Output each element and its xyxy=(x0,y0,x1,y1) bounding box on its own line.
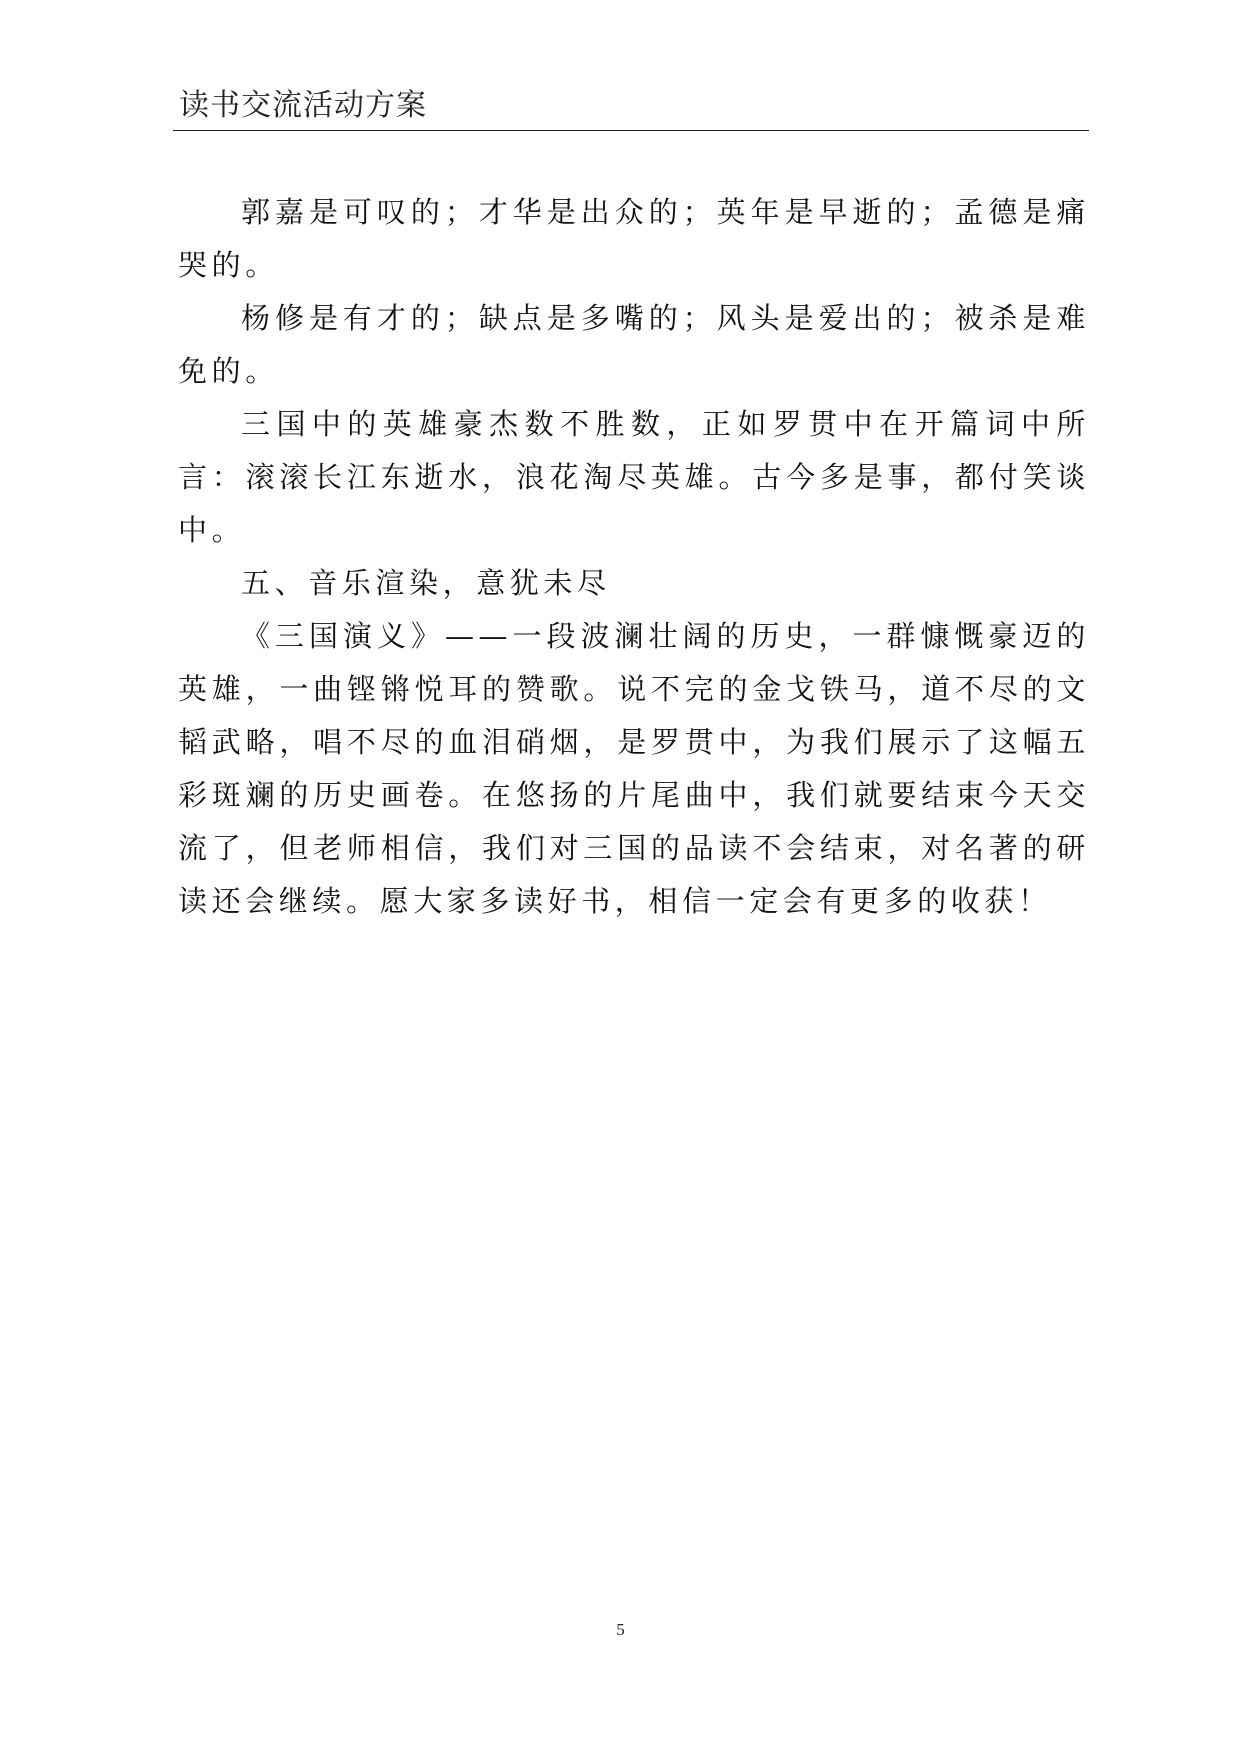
page-header xyxy=(173,86,1089,131)
section-heading-music: 五、音乐渲染，意犹未尽 xyxy=(241,566,611,600)
header-title: 读书交流活动方案 xyxy=(179,88,427,123)
document-body xyxy=(178,186,1090,928)
paragraph-conclusion: 《三国演义》——一段波澜壮阔的历史，一群慷慨豪迈的英雄，一曲铿锵悦耳的赞歌。说不完的金戈铁马，道不尽的文韬武略，唱不尽的血泪硝烟，是罗贯中，为我们展示了这幅五彩斑斓的历史画卷。在悠扬的片尾曲中，我们就要结束今天交流了，但老师相信，我们对三国的品读不会结束，对名著的研读还会继续。愿大家多读好书，相信一定会有更多的收获！ xyxy=(178,619,1090,918)
page-number: 5 xyxy=(616,1620,625,1639)
paragraph-yang-xiu: 杨修是有才的；缺点是多嘴的；风头是爱出的；被杀是难免的。 xyxy=(178,301,1090,388)
paragraph-guo-jia: 郭嘉是可叹的；才华是出众的；英年是早逝的；孟德是痛哭的。 xyxy=(178,195,1090,282)
paragraph-heroes: 三国中的英雄豪杰数不胜数，正如罗贯中在开篇词中所言：滚滚长江东逝水，浪花淘尽英雄。古今多是事，都付笑谈中。 xyxy=(178,407,1090,547)
